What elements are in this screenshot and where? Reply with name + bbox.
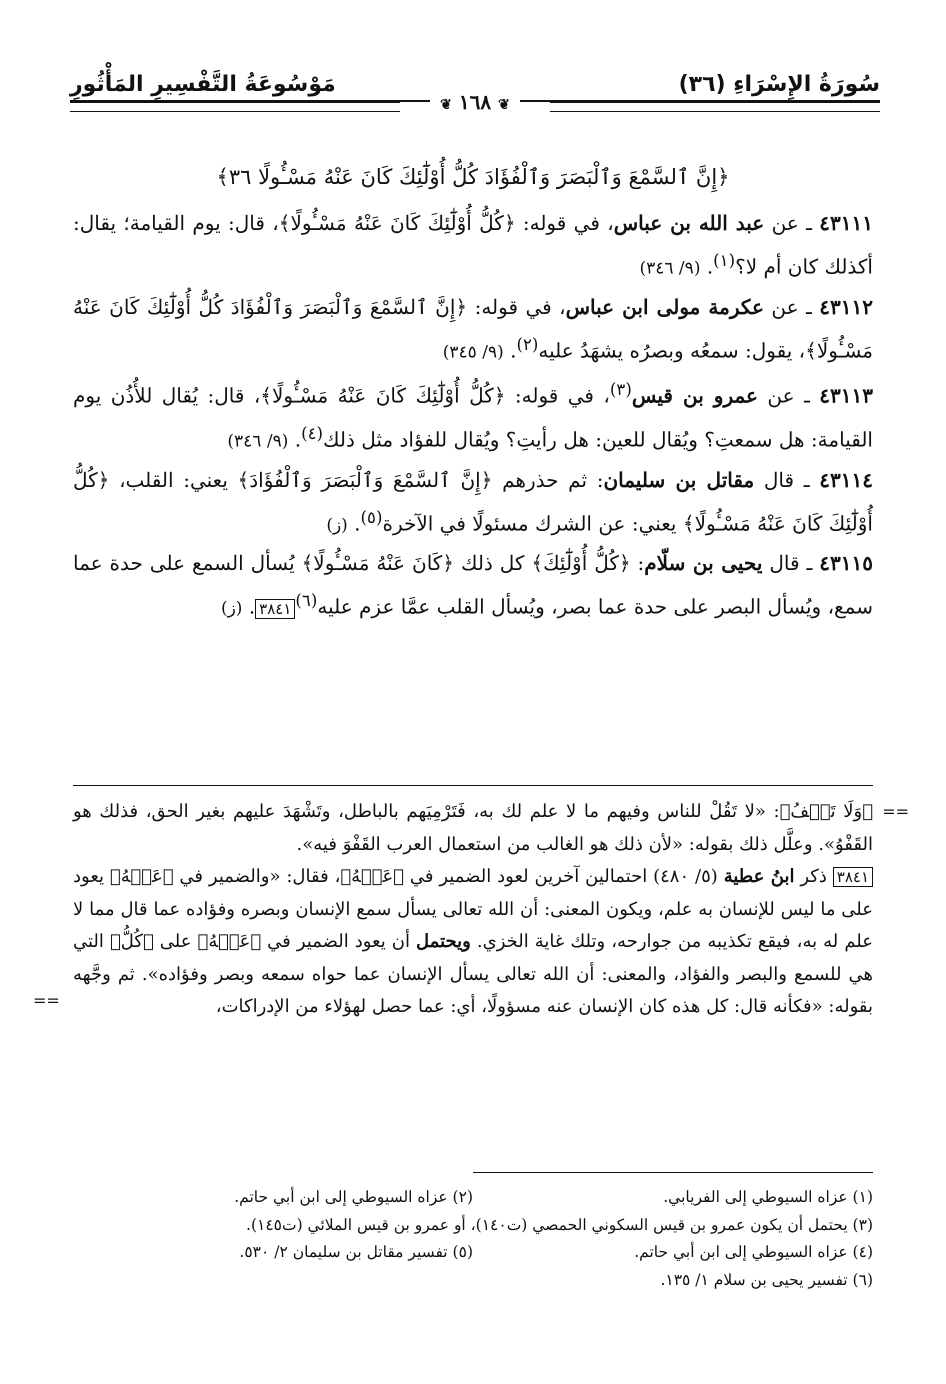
page-number — [430, 90, 520, 114]
footnote: (٤) عزاه السيوطي إلى ابن أبي حاتم. — [634, 1243, 873, 1261]
narration-text: . — [510, 338, 517, 363]
narrator-name: يحيى بن سلّام — [644, 551, 763, 576]
footnote: (٣) يحتمل أن يكون عمرو بن قيس السكوني الحمصي (ت١٤٠)، أو عمرو بن قيس الملائي (ت١٤٥). — [246, 1215, 873, 1234]
narrator-name: مقاتل بن سليمان — [603, 467, 755, 492]
narrator-name: عبد الله بن عباس — [613, 211, 765, 235]
footnotes — [73, 1184, 873, 1294]
narration-text: ـ قال — [762, 551, 813, 576]
footnote-row — [73, 1184, 873, 1212]
book-title: مَوْسُوعَةُ التَّفْسِيرِ المَأْثُورِ — [70, 72, 336, 97]
narration-entry — [73, 288, 873, 372]
narrator-name: عمرو بن قيس — [631, 383, 758, 408]
narration-text: ، في قوله: ﴿إِنَّ ٱلسَّمْعَ وَٱلْبَصَرَ وَٱلْفُؤَادَ كُلُّ أُوْلَٰٓئِكَ كَانَ عَنْهُ مَسْـُٔولًا﴾، يقول: سمعُه وبصرُه يشهَدُ عليه — [73, 294, 873, 363]
main-text — [73, 158, 873, 628]
footnote: (٥) تفسير مقاتل بن سليمان ٢/ ٥٣٠. — [239, 1243, 473, 1261]
note-keyword: ويحتمل — [416, 931, 471, 952]
narration-text: ، في قوله: ﴿كُلُّ أُوْلَٰٓئِكَ كَانَ عَنْهُ مَسْـُٔولًا﴾، قال: يوم القيامة؛ يقال: أكذلك كان أم لا؟ — [73, 211, 873, 279]
footnote-marker: (٥) — [360, 507, 383, 527]
source-reference: (ز) — [326, 515, 348, 536]
note-paragraph — [73, 861, 873, 1024]
footnote-marker: (٣) — [609, 380, 632, 400]
narration-text: ـ قال — [754, 467, 810, 492]
continuation-marker: == — [33, 991, 60, 1010]
narration-text: ، في قوله: ﴿كُلُّ أُوْلَٰٓئِكَ كَانَ عَنْهُ مَسْـُٔولًا﴾، قال: يُقال للأُذُن يوم القيامة: هل سمعتِ؟ ويُقال للعين: هل رأيتِ؟ ويُقال للفؤاد مثل ذلك — [73, 383, 873, 452]
narration-entry — [73, 461, 873, 545]
narration-text: ـ عن — [757, 383, 810, 408]
footnote-marker: (١) — [713, 251, 736, 270]
narration-number: ٤٣١١٣ — [819, 383, 874, 408]
narration-number: ٤٣١١١ — [819, 211, 874, 235]
source-reference: (ز) — [220, 598, 243, 619]
scholar-name: ابنُ عطية — [723, 866, 795, 887]
footnote-row — [73, 1212, 873, 1240]
narration-number: ٤٣١١٥ — [819, 551, 873, 576]
note-text: (٥/ ٤٨٠) احتمالين آخرين لعود الضمير في ﴿عَنۡهُ﴾، فقال: «والضمير في ﴿عَنۡهُ﴾ يعود على ما ليس للإنسان به علم، ويكون المعنى: أن الله تعالى يسأل سمع الإنسان وبصره وفؤاده عما قال مما لا علم له به، فيقع تكذيبه من جوارحه، وتلك غاية الخزي. — [73, 866, 874, 952]
source-reference: (٩/ ٣٤٦) — [227, 431, 289, 452]
narration-text: ـ عن — [764, 211, 812, 235]
narration-entry — [73, 204, 873, 288]
narration-entry — [73, 371, 873, 460]
ornament-icon: ❦ — [498, 97, 510, 113]
source-reference: (٩/ ٣٤٦) — [639, 258, 701, 279]
narrator-name: عكرمة مولى ابن عباس — [565, 294, 764, 319]
narration-text: . — [294, 427, 302, 452]
footnote: (٢) عزاه السيوطي إلى ابن أبي حاتم. — [234, 1188, 473, 1206]
quran-verse: ﴿إِنَّ ٱلسَّمْعَ وَٱلْبَصَرَ وَٱلْفُؤَادَ كُلُّ أُوْلَٰٓئِكَ كَانَ عَنْهُ مَسْـُٔولًا ٣٦﴾ — [216, 165, 730, 189]
page-number-text: ١٦٨ — [458, 90, 492, 114]
source-reference: (٩/ ٣٤٥) — [442, 342, 504, 363]
footnote-row — [73, 1239, 873, 1267]
note-text: ذكر — [794, 866, 833, 887]
page-header — [70, 62, 880, 142]
narration-text: : ﴿كُلُّ أُوْلَٰٓئِكَ﴾ كل ذلك ﴿كَانَ عَنْهُ مَسْـُٔولًا﴾ يُسأل السمع على حدة عما سمع، ويُسأل البصر على حدة عما بصر، ويُسأل القلب عمَّا عزم عليه — [73, 551, 873, 619]
footnote-marker: (٢) — [516, 334, 539, 354]
narration-text: : ثم حذرهم ﴿إِنَّ ٱلسَّمْعَ وَٱلْبَصَرَ وَٱلْفُؤَادَ﴾ يعني: القلب، ﴿كُلُّ أُوْلَٰٓئِكَ كَانَ عَنْهُ مَسْـُٔولًا﴾ يعني: عن الشرك مسئولًا في الآخرة — [73, 467, 873, 536]
narration-text: . — [354, 511, 361, 536]
ornament-icon: ❦ — [440, 97, 452, 113]
narration-text: . — [706, 254, 714, 279]
footnote-row — [73, 1267, 873, 1295]
narration-number: ٤٣١١٢ — [819, 294, 873, 319]
header-rule-band-right — [550, 102, 880, 112]
header-rule-band-left — [70, 102, 400, 112]
note-paragraph: ﴿وَلَا تَقۡفُ﴾: «لا تَقُلْ للناس وفيهم ما لا علم لك به، فَتَرْمِيَهم بالباطل، وتَشْهَدَ عليهم بغير الحق، فذلك هو القَفْوُ». وعلَّل ذلك بقوله: «لأن ذلك هو الغالب من استعمال العرب القَفْوَ فيه». — [73, 801, 873, 855]
narration-number: ٤٣١١٤ — [819, 467, 874, 492]
surah-title: سُورَةُ الإِسْرَاءِ (٣٦) — [678, 72, 880, 97]
narration-text: ـ عن — [763, 294, 812, 319]
footnotes-separator — [473, 1172, 873, 1173]
footnote: (١) عزاه السيوطي إلى الفريابي. — [663, 1188, 873, 1206]
note-text: أن يعود الضمير في ﴿عَنۡهُ﴾ على ﴿كُلُّ﴾ التي هي للسمع والبصر والفؤاد، والمعنى: أن الله تعالى يسأل الإنسان عما حواه سمعه وبصر وفؤاده». ثم وجَّهه بقوله: «فكأنه قال: كل هذه كان الإنسان عنه مسؤولًا، أي: عما حصل لهؤلاء من الإدراكات، — [73, 931, 873, 1017]
continuation-marker: == — [882, 802, 909, 821]
footnote: (٦) تفسير يحيى بن سلام ١/ ١٣٥. — [660, 1270, 873, 1289]
commentary-box-number: ٣٨٤١ — [255, 599, 295, 619]
footnote-marker: (٦) — [295, 591, 318, 611]
narration-text: . — [248, 594, 256, 619]
notes-separator — [73, 785, 873, 786]
footnote-marker: (٤) — [301, 423, 324, 443]
commentary-notes — [33, 796, 909, 1024]
narration-entry — [73, 544, 873, 628]
commentary-box-number: ٣٨٤١ — [833, 867, 873, 887]
